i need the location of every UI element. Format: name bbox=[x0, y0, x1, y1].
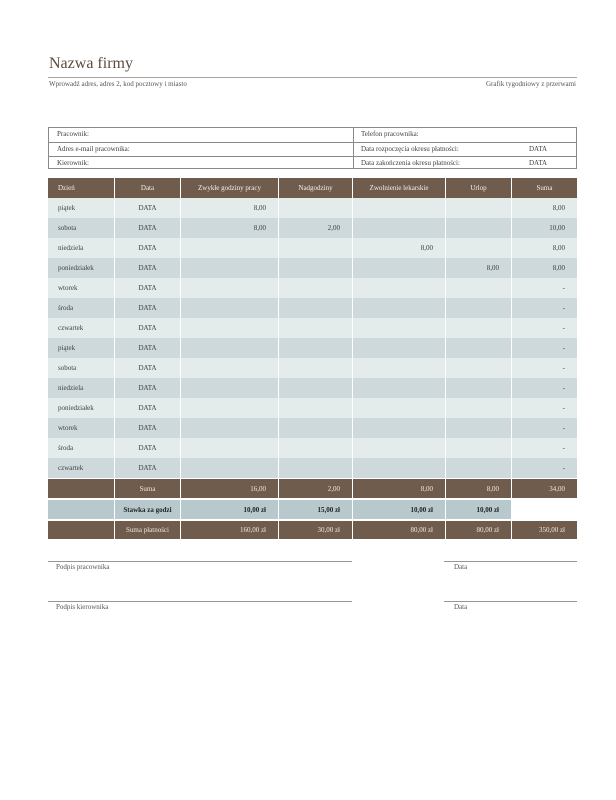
cell-regular-hours[interactable] bbox=[180, 458, 278, 478]
cell-vacation[interactable] bbox=[445, 358, 511, 378]
cell-day: środa bbox=[48, 298, 114, 318]
cell-vacation[interactable] bbox=[445, 238, 511, 258]
total-sum: 34,00 bbox=[511, 478, 577, 498]
cell-regular-hours[interactable] bbox=[180, 378, 278, 398]
cell-date[interactable]: DATA bbox=[114, 198, 180, 218]
cell-total: - bbox=[511, 358, 577, 378]
cell-regular-hours[interactable] bbox=[180, 338, 278, 358]
cell-day: czwartek bbox=[48, 318, 114, 338]
totals-row bbox=[48, 478, 577, 498]
cell-date[interactable]: DATA bbox=[114, 218, 180, 238]
cell-overtime[interactable] bbox=[278, 338, 352, 358]
header-vacation: Urlop bbox=[445, 178, 511, 198]
employee-signature-label: Podpis pracownika bbox=[56, 563, 110, 571]
cell-regular-hours[interactable]: 8,00 bbox=[180, 198, 278, 218]
cell-day: piątek bbox=[48, 198, 114, 218]
cell-regular-hours[interactable] bbox=[180, 298, 278, 318]
cell-vacation[interactable] bbox=[445, 338, 511, 358]
timesheet-table bbox=[48, 178, 577, 539]
header-day: Dzień bbox=[48, 178, 114, 198]
cell-vacation[interactable] bbox=[445, 298, 511, 318]
cell-day: niedziela bbox=[48, 378, 114, 398]
rate-blank-end bbox=[511, 498, 577, 519]
cell-regular-hours[interactable] bbox=[180, 258, 278, 278]
rate-blank bbox=[48, 498, 114, 519]
cell-overtime[interactable] bbox=[278, 398, 352, 418]
pay-total: 350,00 zł bbox=[511, 519, 577, 539]
manager-label: Kierownik: bbox=[57, 159, 89, 167]
employee-date-label: Data bbox=[454, 563, 468, 571]
table-row bbox=[48, 278, 577, 298]
cell-vacation[interactable]: 8,00 bbox=[445, 258, 511, 278]
cell-vacation[interactable] bbox=[445, 438, 511, 458]
cell-overtime[interactable] bbox=[278, 378, 352, 398]
cell-regular-hours[interactable] bbox=[180, 358, 278, 378]
email-label: Adres e-mail pracownika: bbox=[57, 145, 130, 153]
company-address: Wprowadź adres, adres 2, kod pocztowy i miasto bbox=[49, 80, 187, 88]
info-row bbox=[49, 156, 576, 169]
totals-blank bbox=[48, 478, 114, 498]
cell-day: wtorek bbox=[48, 418, 114, 438]
table-row bbox=[48, 358, 577, 378]
cell-total: 8,00 bbox=[511, 238, 577, 258]
table-row bbox=[48, 298, 577, 318]
rate-label: Stawka za godzi bbox=[114, 498, 180, 519]
table-row bbox=[48, 418, 577, 438]
cell-vacation[interactable] bbox=[445, 398, 511, 418]
cell-day: piątek bbox=[48, 338, 114, 358]
cell-sick-leave[interactable] bbox=[352, 318, 445, 338]
cell-vacation[interactable] bbox=[445, 318, 511, 338]
manager-date-line[interactable] bbox=[444, 601, 577, 602]
cell-day: poniedziałek bbox=[48, 258, 114, 278]
table-row bbox=[48, 338, 577, 358]
pay-sick: 80,00 zł bbox=[352, 519, 445, 539]
header-overtime: Nadgodziny bbox=[278, 178, 352, 198]
cell-overtime[interactable] bbox=[278, 438, 352, 458]
cell-sick-leave[interactable] bbox=[352, 338, 445, 358]
cell-total: - bbox=[511, 458, 577, 478]
rate-regular[interactable]: 10,00 zł bbox=[180, 498, 278, 519]
rate-sick[interactable]: 10,00 zł bbox=[352, 498, 445, 519]
cell-date[interactable]: DATA bbox=[114, 298, 180, 318]
cell-sick-leave[interactable] bbox=[352, 198, 445, 218]
cell-date[interactable]: DATA bbox=[114, 358, 180, 378]
manager-signature-line[interactable] bbox=[48, 601, 352, 602]
header-divider bbox=[48, 77, 577, 78]
cell-overtime[interactable] bbox=[278, 238, 352, 258]
pay-vacation: 80,00 zł bbox=[445, 519, 511, 539]
employee-signature-line[interactable] bbox=[48, 561, 352, 562]
cell-vacation[interactable] bbox=[445, 458, 511, 478]
cell-total: 10,00 bbox=[511, 218, 577, 238]
cell-regular-hours[interactable] bbox=[180, 438, 278, 458]
cell-sick-leave[interactable] bbox=[352, 278, 445, 298]
employee-label: Pracownik: bbox=[57, 130, 89, 138]
cell-sick-leave[interactable] bbox=[352, 358, 445, 378]
cell-overtime[interactable] bbox=[278, 458, 352, 478]
cell-date[interactable]: DATA bbox=[114, 258, 180, 278]
cell-date[interactable]: DATA bbox=[114, 238, 180, 258]
cell-overtime[interactable] bbox=[278, 258, 352, 278]
cell-overtime[interactable]: 2,00 bbox=[278, 218, 352, 238]
cell-regular-hours[interactable]: 8,00 bbox=[180, 218, 278, 238]
cell-vacation[interactable] bbox=[445, 218, 511, 238]
table-row bbox=[48, 318, 577, 338]
cell-date[interactable]: DATA bbox=[114, 458, 180, 478]
cell-overtime[interactable] bbox=[278, 358, 352, 378]
cell-overtime[interactable] bbox=[278, 198, 352, 218]
cell-day: sobota bbox=[48, 218, 114, 238]
total-vacation: 8,00 bbox=[445, 478, 511, 498]
end-date-label: Data zakończenia okresu płatności: bbox=[361, 159, 460, 167]
info-row bbox=[49, 128, 576, 142]
rate-row bbox=[48, 498, 577, 519]
employee-info-box bbox=[48, 127, 577, 169]
total-sick: 8,00 bbox=[352, 478, 445, 498]
table-row bbox=[48, 458, 577, 478]
cell-date[interactable]: DATA bbox=[114, 438, 180, 458]
table-row bbox=[48, 378, 577, 398]
cell-day: czwartek bbox=[48, 458, 114, 478]
pay-overtime: 30,00 zł bbox=[278, 519, 352, 539]
table-header-row bbox=[48, 178, 577, 198]
cell-sick-leave[interactable] bbox=[352, 298, 445, 318]
cell-day: środa bbox=[48, 438, 114, 458]
cell-vacation[interactable] bbox=[445, 198, 511, 218]
cell-sick-leave[interactable] bbox=[352, 398, 445, 418]
cell-regular-hours[interactable] bbox=[180, 278, 278, 298]
table-row bbox=[48, 438, 577, 458]
cell-date[interactable]: DATA bbox=[114, 398, 180, 418]
end-date-value[interactable]: DATA bbox=[529, 159, 548, 167]
employee-date-line[interactable] bbox=[444, 561, 577, 562]
cell-date[interactable]: DATA bbox=[114, 418, 180, 438]
cell-total: - bbox=[511, 378, 577, 398]
cell-overtime[interactable] bbox=[278, 298, 352, 318]
table-row bbox=[48, 238, 577, 258]
table-row bbox=[48, 198, 577, 218]
cell-sick-leave[interactable] bbox=[352, 258, 445, 278]
pay-regular: 160,00 zł bbox=[180, 519, 278, 539]
header-regular-hours: Zwykłe godziny pracy bbox=[180, 178, 278, 198]
payment-row bbox=[48, 519, 577, 539]
cell-vacation[interactable] bbox=[445, 278, 511, 298]
cell-total: - bbox=[511, 338, 577, 358]
cell-sick-leave[interactable] bbox=[352, 378, 445, 398]
start-date-value[interactable]: DATA bbox=[529, 145, 548, 153]
cell-sick-leave[interactable] bbox=[352, 458, 445, 478]
cell-sick-leave[interactable]: 8,00 bbox=[352, 238, 445, 258]
start-date-label: Data rozpoczęcia okresu płatności: bbox=[361, 145, 459, 153]
cell-day: wtorek bbox=[48, 278, 114, 298]
pay-label: Suma płatności bbox=[114, 519, 180, 539]
cell-date[interactable]: DATA bbox=[114, 338, 180, 358]
header-date: Data bbox=[114, 178, 180, 198]
rate-overtime[interactable]: 15,00 zł bbox=[278, 498, 352, 519]
cell-total: - bbox=[511, 298, 577, 318]
table-row bbox=[48, 398, 577, 418]
phone-label: Telefon pracownika: bbox=[361, 130, 419, 138]
rate-vacation[interactable]: 10,00 zł bbox=[445, 498, 511, 519]
cell-regular-hours[interactable] bbox=[180, 318, 278, 338]
header-sick-leave: Zwolnienie lekarskie bbox=[352, 178, 445, 198]
cell-date[interactable]: DATA bbox=[114, 278, 180, 298]
table-row bbox=[48, 258, 577, 278]
cell-total: - bbox=[511, 398, 577, 418]
total-overtime: 2,00 bbox=[278, 478, 352, 498]
cell-overtime[interactable] bbox=[278, 278, 352, 298]
document-subtitle: Grafik tygodniowy z przerwami bbox=[486, 80, 576, 88]
header-total: Suma bbox=[511, 178, 577, 198]
cell-sick-leave[interactable] bbox=[352, 218, 445, 238]
cell-total: - bbox=[511, 418, 577, 438]
cell-sick-leave[interactable] bbox=[352, 438, 445, 458]
cell-total: - bbox=[511, 438, 577, 458]
cell-overtime[interactable] bbox=[278, 418, 352, 438]
table-row bbox=[48, 218, 577, 238]
cell-vacation[interactable] bbox=[445, 418, 511, 438]
manager-signature-label: Podpis kierownika bbox=[56, 603, 109, 611]
pay-blank bbox=[48, 519, 114, 539]
cell-date[interactable]: DATA bbox=[114, 378, 180, 398]
cell-regular-hours[interactable] bbox=[180, 418, 278, 438]
cell-sick-leave[interactable] bbox=[352, 418, 445, 438]
cell-day: sobota bbox=[48, 358, 114, 378]
info-row bbox=[49, 142, 576, 157]
company-name: Nazwa firmy bbox=[49, 55, 133, 72]
cell-total: 8,00 bbox=[511, 258, 577, 278]
totals-label: Suma bbox=[114, 478, 180, 498]
cell-day: niedziela bbox=[48, 238, 114, 258]
cell-total: - bbox=[511, 318, 577, 338]
cell-day: poniedziałek bbox=[48, 398, 114, 418]
cell-vacation[interactable] bbox=[445, 378, 511, 398]
cell-date[interactable]: DATA bbox=[114, 318, 180, 338]
manager-date-label: Data bbox=[454, 603, 468, 611]
cell-regular-hours[interactable] bbox=[180, 398, 278, 418]
cell-total: 8,00 bbox=[511, 198, 577, 218]
cell-total: - bbox=[511, 278, 577, 298]
cell-overtime[interactable] bbox=[278, 318, 352, 338]
cell-regular-hours[interactable] bbox=[180, 238, 278, 258]
total-regular: 16,00 bbox=[180, 478, 278, 498]
